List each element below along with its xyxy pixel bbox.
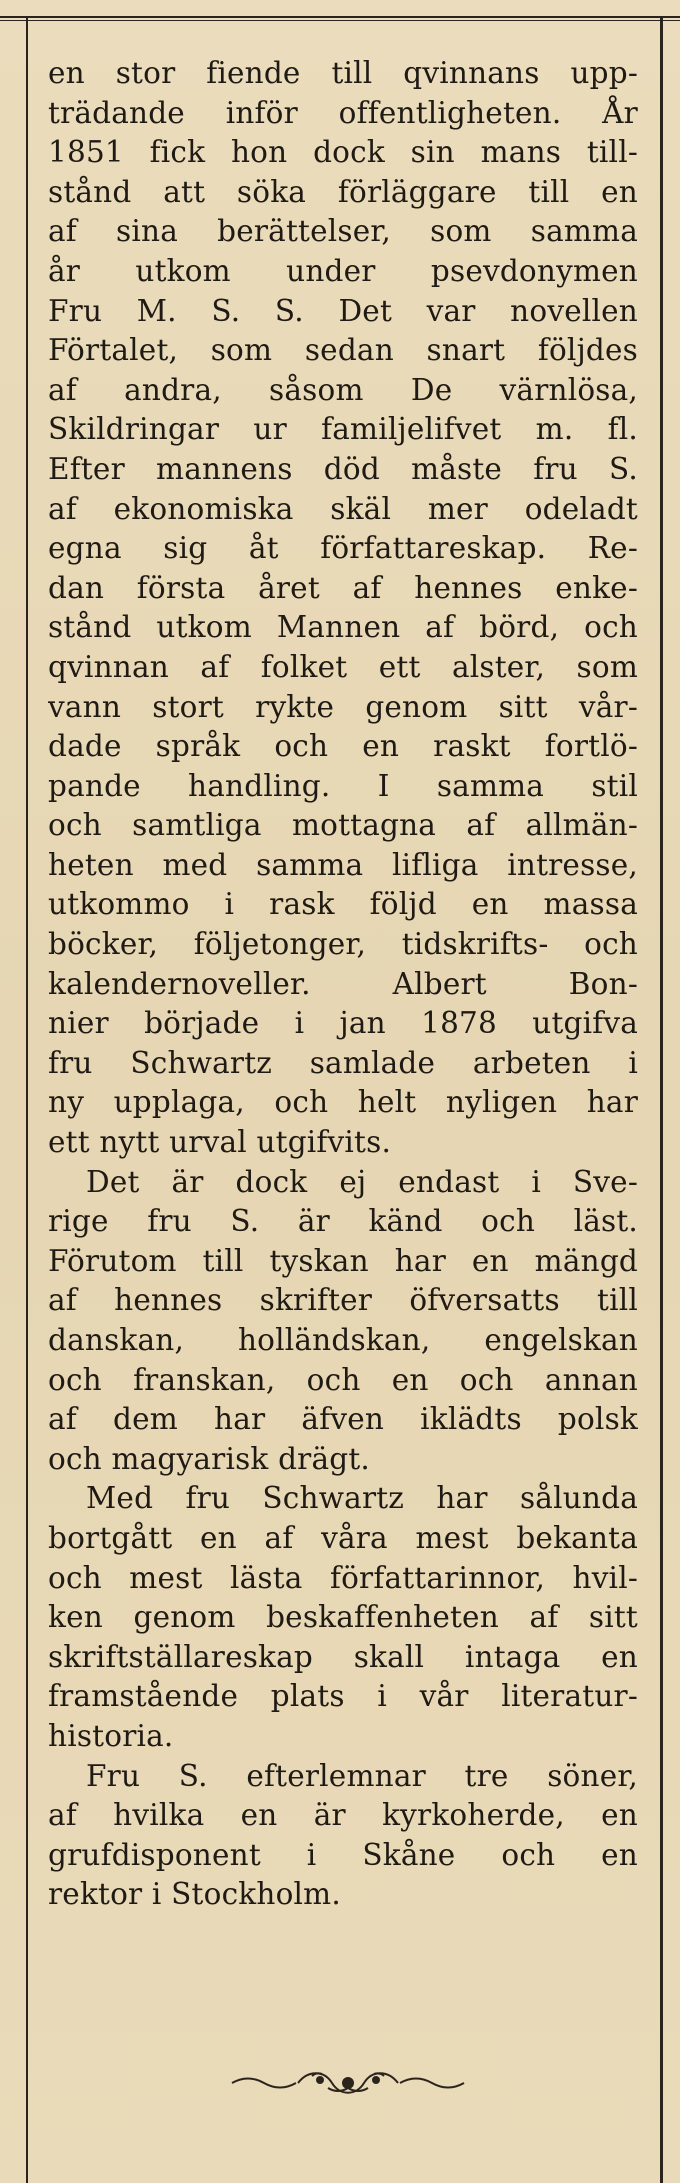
article-line: af hennes skrifter öfversatts till (48, 1283, 638, 1318)
article-line: ny upplaga, och helt nyligen har (48, 1085, 638, 1120)
article-line: fru Schwartz samlade arbeten i (48, 1045, 638, 1080)
article-line: ett nytt urval utgifvits. (48, 1125, 392, 1160)
article-line: stånd att söka förläggare till en (48, 174, 638, 209)
article-line: nier började i jan 1878 utgifva (48, 1006, 638, 1041)
article-line: grufdisponent i Skåne och en (48, 1837, 638, 1872)
article-line: Efter mannens död måste fru S. (48, 451, 638, 486)
article-line: qvinnan af folket ett alster, som (48, 649, 638, 684)
article-line: en stor fiende till qvinnans upp- (48, 56, 638, 90)
article-line: Det är dock ej endast i Sve- (86, 1164, 638, 1199)
article-line: utkommo i rask följd en massa (48, 887, 638, 922)
article-line: af ekonomiska skäl mer odeladt (48, 491, 638, 526)
article-line: rige fru S. är känd och läst. (48, 1204, 638, 1239)
article-line: dade språk och en raskt fortlö- (48, 729, 638, 764)
article-line: 1851 fick hon dock sin mans till- (48, 135, 638, 170)
article-line: af dem har äfven iklädts polsk (48, 1402, 638, 1437)
article-line: Fru S. efterlemnar tre söner, (86, 1758, 638, 1793)
article-line: historia. (48, 1718, 174, 1753)
article-line: skriftställareskap skall intaga en (48, 1639, 638, 1674)
left-column-rule (26, 18, 28, 2183)
article-line: dan första året af hennes enke- (48, 570, 638, 605)
article-line: kalendernoveller. Albert Bon- (48, 966, 638, 1001)
article-line: ken genom beskaffenheten af sitt (48, 1600, 638, 1635)
article-line: år utkom under psevdonymen (48, 253, 638, 288)
article-line: och magyarisk drägt. (48, 1441, 370, 1476)
article-line: Skildringar ur familjelifvet m. fl. (48, 412, 638, 447)
article-line: Med fru Schwartz har sålunda (86, 1481, 638, 1516)
right-column-rule (660, 18, 663, 2183)
article-line: Förutom till tyskan har en mängd (48, 1243, 638, 1278)
article-line: heten med samma lifliga intresse, (48, 847, 638, 882)
article-line: och mest lästa författarinnor, hvil- (48, 1560, 638, 1595)
article-line: danskan, holländskan, engelskan (48, 1323, 638, 1357)
article-line: af hvilka en är kyrkoherde, en (48, 1798, 638, 1833)
article-line: pande handling. I samma stil (48, 768, 638, 803)
scroll-ornament-icon (228, 2068, 468, 2098)
article-line: bortgått en af våra mest bekanta (48, 1520, 638, 1555)
article-column (48, 54, 638, 1915)
article-line: trädande inför offentligheten. År (48, 95, 638, 130)
article-line: och franskan, och en och annan (48, 1362, 638, 1397)
article-line: rektor i Stockholm. (48, 1877, 341, 1912)
article-line: vann stort rykte genom sitt vår- (48, 689, 638, 724)
article-line: och samtliga mottagna af allmän- (48, 808, 638, 843)
article-line: framstående plats i vår literatur- (48, 1679, 638, 1714)
article-line: Förtalet, som sedan snart följdes (48, 333, 638, 368)
article-line: stånd utkom Mannen af börd, och (48, 610, 638, 645)
article-line: af sina berättelser, som samma (48, 214, 638, 249)
article-line: egna sig åt författareskap. Re- (48, 531, 638, 566)
article-line: Fru M. S. S. Det var novellen (48, 293, 638, 328)
article-line: böcker, följetonger, tidskrifts- och (48, 927, 638, 962)
top-rule (0, 16, 680, 21)
article-line: af andra, såsom De värnlösa, (48, 372, 638, 407)
